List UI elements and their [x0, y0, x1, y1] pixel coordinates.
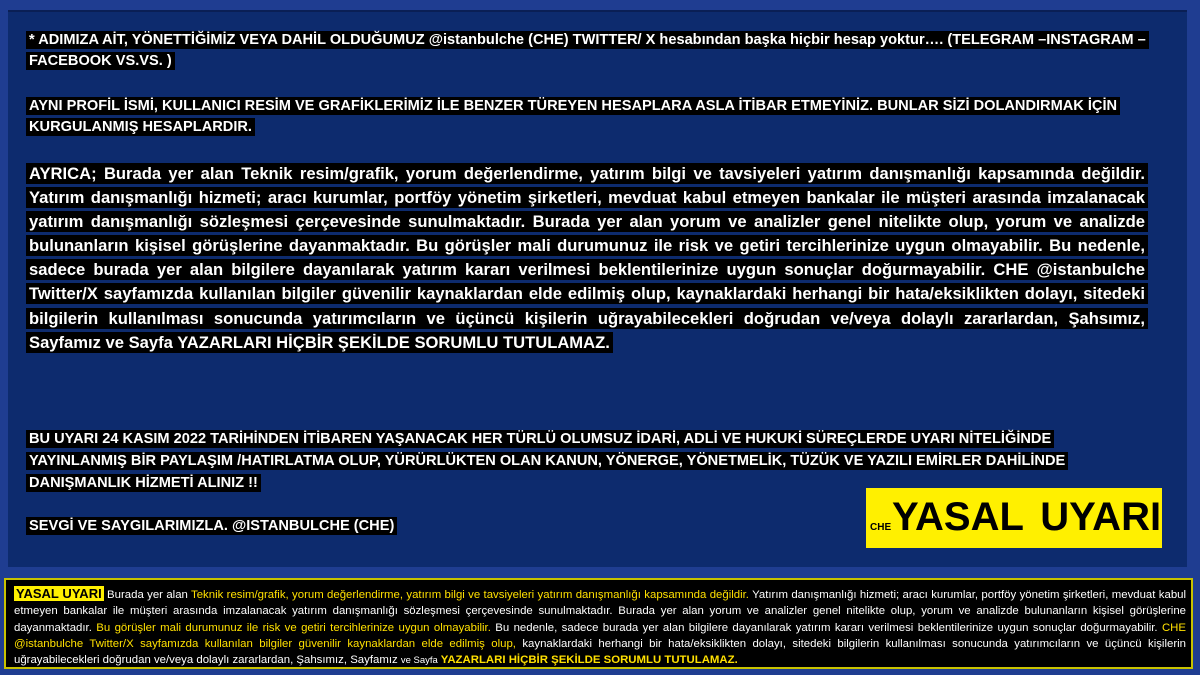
footer-segment-5: Bu nedenle, sadece burada yer alan bilgilere dayanılarak yatırım kararı verilmesi beklentilerinize uygun sonuçlar doğurmayabilir.	[490, 621, 1162, 634]
notice-paragraph-disclaimer-text: AYRICA; Burada yer alan Teknik resim/grafik, yorum değerlendirme, yatırım bilgi ve tavsiyeleri yatırım danışmanlığı kapsamında değildir. Yatırım danışmanlığı hizmeti; aracı kurumlar, portföy yönetim şirketleri, mevduat kabul etmeyen bankalar ile müşteri arasında imzalanacak yatırım danışmanlığı sözleşmesi çerçevesinde sunulmaktadır. Burada yer alan yorum ve analizler genel nitelikte olup, yorum ve analizde bulunanların kişisel görüşlerine dayanmaktadır. Bu görüşler mali durumunuz ile risk ve getiri tercihlerinize uygun olmayabilir. Bu nedenle, sadece burada yer alan bilgilere dayanılarak yatırım kararı verilmesi beklentilerinize uygun sonuçlar doğurmayabilir. CHE @istanbulche Twitter/X sayfamızda kullanılan bilgiler güvenilir kaynaklardan elde edilmiş olup, kaynaklardaki herhangi bir hata/eksiklikten dolayı, sitedeki bilgilerin kullanılması sonucunda yatırımcıların ve üçüncü kişilerin uğrayabilecekleri doğrudan ve/veya dolaylı zararlardan, Şahsımız, Sayfamız ve Sayfa YAZARLARI HİÇBİR ŞEKİLDE SORUMLU TUTULAMAZ.	[26, 163, 1148, 353]
notice-paragraph-accounts	[26, 30, 1151, 72]
footer-segment-7: kaynaklardaki herhangi bir hata/eksiklikten dolayı, sitedeki bilgilerin kullanılması sonucunda yatırımcıların ve üçüncü kişilerin uğrayabilecekleri doğrudan ve/veya dolaylı zararlardan, Şahsımız, Sayfamız	[14, 637, 1186, 667]
footer-label: YASAL UYARI	[16, 586, 102, 601]
footer-segment-8: ve Sayfa	[400, 655, 438, 667]
badge-prefix: CHE	[870, 522, 892, 533]
footer-segment-3: Yatırım danışmanlığı hizmeti; aracı kurumlar, portföy yönetim şirketleri, mevduat kabul etmeyen bankalar ile müşteri arasında imzalanacak yatırım danışmanlığı sözleşmesi çerçevesinde sunulmaktadır. Burada yer alan yorum ve analizler genel nitelikte olup, yorum ve analizde bulunanların kişisel görüşlerine dayanmaktadır.	[14, 589, 1187, 634]
footer-segment-2: Teknik resim/grafik, yorum değerlendirme, yatırım bilgi ve tavsiyeleri yatırım danışmanlığı kapsamında değildir.	[191, 589, 749, 601]
notice-paragraph-accounts-text: * ADIMIZA AİT, YÖNETTİĞİMİZ VEYA DAHİL OLDUĞUMUZ @istanbulche (CHE) TWITTER/ X hesabından başka hiçbir hesap yoktur…. (TELEGRAM –INSTAGRAM –FACEBOOK VS.VS. )	[26, 31, 1149, 70]
badge-title: YASAL UYARI	[892, 495, 1162, 539]
notice-paragraph-validity-text: BU UYARI 24 KASIM 2022 TARİHİNDEN İTİBAREN YAŞANACAK HER TÜRLÜ OLUMSUZ İDARİ, ADLİ VE HUKUKİ SÜREÇLERDE UYARI NİTELİĞİNDE YAYINLANMIŞ BİR PAYLAŞIM /HATIRLATMA OLUP, YÜRÜRLÜKTEN OLAN KANUN, YÖNERGE, YÖNETMELİK, TÜZÜK VE YAZILI EMİRLER DAHİLİNDE DANIŞMANLIK HİZMETİ ALINIZ !!	[26, 430, 1068, 492]
footer-segment-6: CHE @istanbulche Twitter/X sayfamızda kullanılan bilgiler güvenilir kaynaklardan elde edilmiş olup,	[14, 621, 1187, 650]
notice-paragraph-validity	[26, 428, 1151, 494]
footer-disclaimer	[4, 578, 1193, 669]
footer-segment-9: YAZARLARI HİÇBİR ŞEKİLDE SORUMLU TUTULAMAZ.	[437, 654, 738, 667]
footer-segment-4: Bu görüşler mali durumunuz ile risk ve getiri tercihlerinize uygun olmayabilir.	[96, 621, 491, 634]
notice-signature-text: SEVGİ VE SAYGILARIMIZLA. @ISTANBULCHE (CHE)	[26, 517, 397, 535]
legal-warning-badge	[866, 488, 1162, 548]
notice-signature	[26, 516, 626, 536]
notice-paragraph-disclaimer	[26, 162, 1148, 355]
notice-paragraph-fake-profiles	[26, 96, 1151, 138]
footer-disclaimer-text	[14, 586, 1186, 669]
footer-segment-1: Burada yer alan	[103, 589, 192, 601]
notice-paragraph-fake-profiles-text: AYNI PROFİL İSMİ, KULLANICI RESİM VE GRAFİKLERİMİZ İLE BENZER TÜREYEN HESAPLARA ASLA İTİBAR ETMEYİNİZ. BUNLAR SİZİ DOLANDIRMAK İÇİN KURGULANMIŞ HESAPLARDIR.	[26, 97, 1120, 136]
